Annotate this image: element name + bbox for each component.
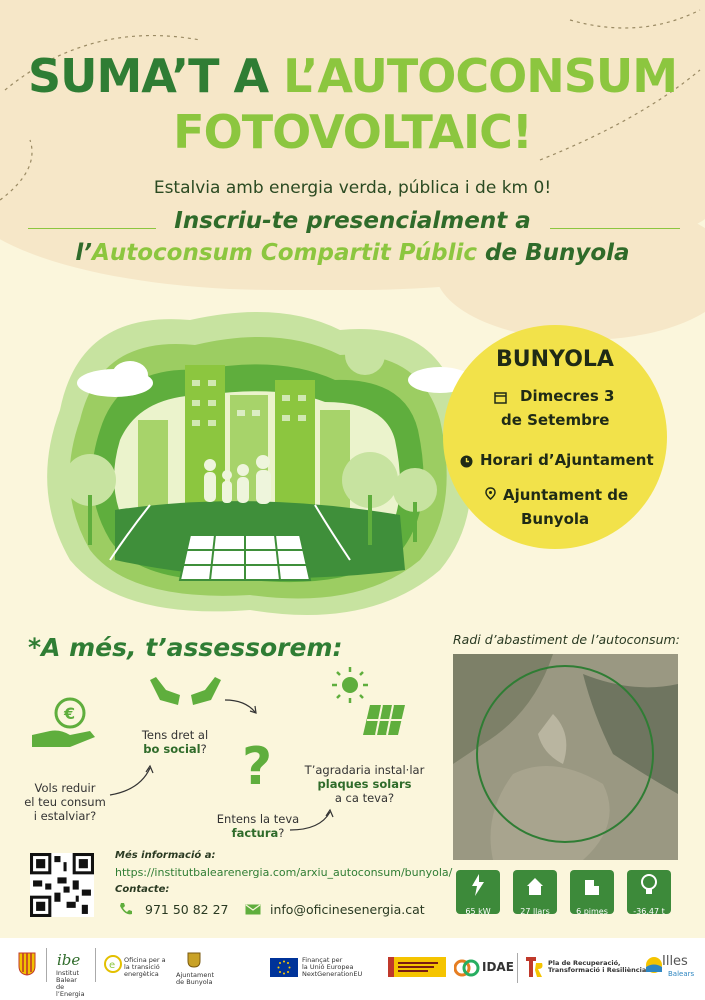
qr-code[interactable] <box>30 853 94 917</box>
gobierno-logo <box>388 957 446 977</box>
illes-logo: Illes <box>662 954 688 969</box>
illes-logo-icon <box>645 956 663 974</box>
event-date-line2: de Setembre <box>501 411 610 429</box>
page-title-line2 <box>0 106 705 158</box>
stat-label: -36,47 t <box>633 907 665 916</box>
ajuntament-caption: Ajuntament de Bunyola <box>176 971 215 986</box>
svg-text:€: € <box>64 704 76 723</box>
signup-text-b: de Bunyola <box>477 240 630 266</box>
advice-item-bo-social <box>130 728 220 756</box>
advice-text: Tens dret al <box>141 728 209 742</box>
subtitle: Estalvia amb energia verda, pública i de km 0! <box>153 178 552 198</box>
ajuntament-crest-icon <box>187 952 201 968</box>
advice-text: i estalviar? <box>33 809 97 823</box>
advice-item-reduce <box>15 781 115 823</box>
svg-text:?: ? <box>242 737 273 791</box>
location-pin-icon <box>484 487 497 500</box>
idae-logo: IDAE <box>482 960 514 974</box>
footer-divider <box>517 953 518 983</box>
signup-text-a: l’ <box>75 240 93 266</box>
eu-text: Finançat per <box>302 956 343 964</box>
event-place-line1: Ajuntament de <box>503 486 629 504</box>
eu-flag-icon <box>270 958 298 977</box>
bulb-icon <box>641 874 657 896</box>
advice-item-factura <box>213 812 303 840</box>
oficina-logo-icon <box>104 955 122 973</box>
advice-heading: *A més, t’assessorem: <box>28 633 343 662</box>
satellite-map <box>453 654 678 860</box>
more-info-link[interactable]: https://institutbalearenergia.com/arxiu_autoconsum/bunyola/ <box>115 866 453 879</box>
balearic-shield-icon <box>18 952 36 976</box>
eu-text: la Unió Europea <box>302 963 354 971</box>
city-illustration <box>20 290 490 620</box>
prtr-logo-icon <box>524 955 544 979</box>
prtr-text: Pla de Recuperació, <box>548 959 621 967</box>
house-icon <box>525 876 545 896</box>
more-info-label: Més informació a: <box>115 850 216 861</box>
prtr-caption <box>548 960 648 974</box>
clock-icon <box>460 455 473 468</box>
ibe-logo: ibe <box>57 951 81 969</box>
advice-bold: factura <box>231 826 279 840</box>
signup-subheading <box>0 240 705 266</box>
illes-caption: Balears <box>668 970 695 978</box>
event-date-line1: Dimecres 3 <box>520 387 615 405</box>
page-title <box>0 50 705 102</box>
title-part-1: SUMA’T A <box>28 49 284 103</box>
ibe-caption: Institut Balear de l’Energia <box>56 969 85 998</box>
phone-number[interactable]: 971 50 82 27 <box>145 902 229 917</box>
advice-text: el teu consum <box>24 795 106 809</box>
idae-logo-icon <box>454 958 480 978</box>
event-place-line2: Bunyola <box>521 510 590 528</box>
title-line-2: FOTOVOLTAIC! <box>173 105 532 159</box>
event-schedule: Horari d’Ajuntament <box>480 451 654 469</box>
footer-divider <box>95 948 96 982</box>
email-address[interactable]: info@oficinesenergia.cat <box>270 902 425 917</box>
advice-text: ? <box>278 826 285 840</box>
svg-text:e: e <box>109 960 116 971</box>
stat-label: 6 pimes <box>576 907 608 916</box>
calendar-icon <box>494 391 507 404</box>
contact-label: Contacte: <box>115 884 170 895</box>
power-icon <box>469 874 487 896</box>
footer-divider <box>46 948 47 982</box>
advice-text: Entens la teva <box>216 812 300 826</box>
signup-heading: Inscriu-te presencialment a <box>174 208 531 234</box>
advice-bold: plaques solars <box>317 777 412 791</box>
stat-label: 65 kW <box>465 907 491 916</box>
advice-item-solar <box>302 763 427 805</box>
event-town: BUNYOLA <box>496 347 614 372</box>
map-caption: Radi d’abastiment de l’autoconsum: <box>453 632 680 647</box>
map-image <box>453 654 678 860</box>
eu-caption <box>302 957 372 978</box>
advice-text: ? <box>200 742 207 756</box>
advice-text: Vols reduir <box>34 781 96 795</box>
title-part-2: L’AUTOCONSUM <box>283 49 677 103</box>
advice-text: a ca teva? <box>334 791 395 805</box>
oficina-caption: Oficina per a la transició energètica <box>124 956 166 978</box>
mail-icon <box>245 904 261 915</box>
stat-label: 27 llars <box>520 907 550 916</box>
prtr-text: Transformació i Resiliència <box>548 966 647 974</box>
phone-icon <box>119 902 133 916</box>
advice-text: T’agradaria instal·lar <box>304 763 425 777</box>
advice-bold: bo social <box>143 742 201 756</box>
building-icon <box>582 876 602 896</box>
signup-highlight: Autoconsum Compartit Públic <box>92 240 477 266</box>
eu-text: NextGenerationEU <box>302 970 363 978</box>
